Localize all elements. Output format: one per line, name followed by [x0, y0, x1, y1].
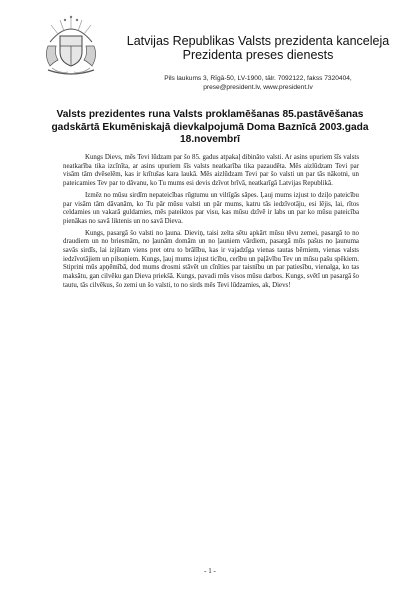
letterhead-organization: Latvijas Republikas Valsts prezidenta kanceleja: [126, 34, 390, 48]
letterhead-address: [108, 74, 408, 92]
letterhead: [108, 34, 408, 92]
contact-line: prese@president.lv, www.president.lv: [203, 84, 313, 91]
speech-body: [63, 154, 359, 294]
paragraph: Kungs, pasargā šo valsti no ļauna. Dieviņ, taisi zelta sētu apkārt mūsu tēvu zemei, pasargā to no draudiem un no briesmām, no ļaunām domām un no ļauniem vārdiem, pasargā mūs pašus no ļaunuma savās sirdīs, lai izjūtam viens pret otru to brālību, kas ir vajadzīga vienas tautas bērniem, vienas valsts iedzīvotājiem un pilsoņiem. Kungs, ļauj mums izjust ticību, cerību un paļāvību Tev un mūsu pašu spēkiem. Stiprini mūs apņēmībā, dod mums drosmi stāvēt un cīnīties par taisnību un par patiesību, vienalga, ko tas maksātu, gan cilvēku gan Dieva priekšā. Kungs, pavadi mūs visos mūsu darbos. Kungs, svētī un pasargā šo tautu, tās cilvēkus, šo zemi un šo valsti, to no sirds mēs Tevi lūdzamies, ak, Dievs!: [63, 229, 359, 289]
coat-of-arms-icon: [38, 12, 104, 78]
paragraph: Izmēz no mūsu sirdīm nepateicības rūgtumu un viltīgās sāpes. Ļauj mums izjust to dziļo pateicību par visām tām dāvanām, ko Tu pār mūsu valsti un pār mums, katru tās iedzīvotāju, esi lējis, lai, rītos celdamies un vakarā guldamies, mēs pateiktos par visu, kas mūsu dzīvē ir labs un par ko mūsu pateicība pienākas no savā liktenis un no savā Dieva.: [63, 191, 359, 225]
letterhead-department: Prezidenta preses dienests: [182, 48, 334, 62]
document-title: Valsts prezidentes runa Valsts proklamēšanas 85.pastāvēšanas gadskārtā Ekumēniskajā dievkalpojumā Doma Baznīcā 2003.gada 18.novembrī: [51, 109, 369, 145]
address-line: Pils laukums 3, Rīgā-50, LV-1900, tālr. 7092122, fakss 7320404,: [164, 75, 352, 82]
page-number: - 1 -: [204, 567, 216, 575]
paragraph: Kungs Dievs, mēs Tevi lūdzam par šo 85. gadus atpakaļ dibināto valsti. Ar asins upuriem šīs valsts neatkarība tika izcīnīta, ar asins upuriem šīs valsts neatkarība tika pazaudēta. Mēs aizlūdzam Tevi par visām tām dvēselēm, kas ir krītušas kara laukā. Mēs aizlūdzam Tevi par šo valsti un par tās nākotni, un pateicamies Tev par to dāvanu, ko Tu mums esi devis dzīvot brīvā, neatkarīgā Latvijas Republikā.: [63, 154, 359, 188]
